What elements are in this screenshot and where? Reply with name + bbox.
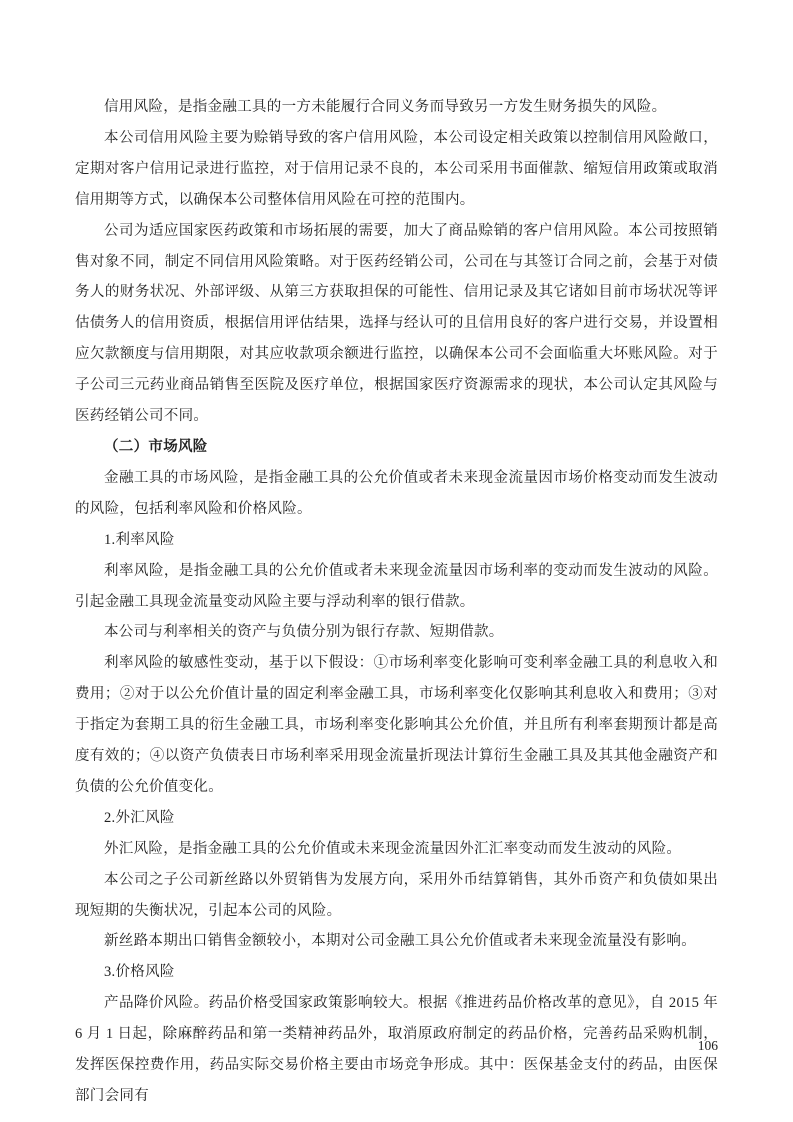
subheading-fx-risk: 2.外汇风险 <box>104 809 175 826</box>
paragraph-credit-risk-strategy: 公司为适应国家医药政策和市场拓展的需要，加大了商品赊销的客户信用风险。本公司按照销售对象不同，制定不同信用风险策略。对于医药经销公司，公司在与其签订合同之前，会基于对债务人的财务状况、外部评级、从第三方获取担保的可能性、信用记录及其它诸如目前市场状况等评估债务人的信用资质，根据信用评估结果，选择与经认可的且信用良好的客户进行交易，并设置相应欠款额度与信用期限，对其应收款项余额进行监控，以确保本公司不会面临重大坏账风险。对于子公司三元药业商品销售至医院及医疗单位，根据国家医疗资源需求的现状，本公司认定其风险与医药经销公司不同。 <box>75 222 718 425</box>
paragraph-fx-risk-exposure: 本公司之子公司新丝路以外贸销售为发展方向，采用外币结算销售，其外币资产和负债如果出现短期的失衡状况，引起本公司的风险。 <box>75 871 718 919</box>
paragraph-fx-risk-definition: 外汇风险，是指金融工具的公允价值或未来现金流量因外汇汇率变动而发生波动的风险。 <box>104 840 682 857</box>
document-body <box>75 92 718 1112</box>
paragraph-price-risk-description: 产品降价风险。药品价格受国家政策影响较大。根据《推进药品价格改革的意见》，自 2015 年 6 月 1 日起，除麻醉药品和第一类精神药品外，取消原政府制定的药品价格，完善药品采购机制，发挥医保控费作用，药品实际交易价格主要由市场竞争形成。其中：医保基金支付的药品，由医保部门会同有 <box>75 995 718 1104</box>
subheading-interest-rate-risk: 1.利率风险 <box>104 531 175 548</box>
paragraph-interest-rate-assets: 本公司与利率相关的资产与负债分别为银行存款、短期借款。 <box>104 624 504 641</box>
subheading-price-risk: 3.价格风险 <box>104 964 175 981</box>
section-heading-market-risk: （二）市场风险 <box>104 438 208 455</box>
paragraph-interest-rate-sensitivity: 利率风险的敏感性变动，基于以下假设：①市场利率变化影响可变利率金融工具的利息收入和费用；②对于以公允价值计量的固定利率金融工具，市场利率变化仅影响其利息收入和费用；③对于指定为套期工具的衍生金融工具，市场利率变化影响其公允价值，并且所有利率套期预计都是高度有效的；④以资产负债表日市场利率采用现金流量折现法计算衍生金融工具及其其他金融资产和负债的公允价值变化。 <box>75 655 718 795</box>
page-number: 106 <box>697 1038 718 1053</box>
paragraph-interest-rate-definition: 利率风险，是指金融工具的公允价值或者未来现金流量因市场利率的变动而发生波动的风险。引起金融工具现金流量变动风险主要与浮动利率的银行借款。 <box>75 562 718 610</box>
paragraph-credit-risk-definition: 信用风险，是指金融工具的一方未能履行合同义务而导致另一方发生财务损失的风险。 <box>104 99 667 115</box>
paragraph-fx-risk-impact: 新丝路本期出口销售金额较小，本期对公司金融工具公允价值或者未来现金流量没有影响。 <box>104 933 696 950</box>
paragraph-market-risk-definition: 金融工具的市场风险，是指金融工具的公允价值或者未来现金流量因市场价格变动而发生波动的风险，包括利率风险和价格风险。 <box>75 469 718 517</box>
paragraph-credit-risk-policy: 本公司信用风险主要为赊销导致的客户信用风险，本公司设定相关政策以控制信用风险敞口，定期对客户信用记录进行监控，对于信用记录不良的，本公司采用书面催款、缩短信用政策或取消信用期等方式，以确保本公司整体信用风险在可控的范围内。 <box>75 129 718 208</box>
